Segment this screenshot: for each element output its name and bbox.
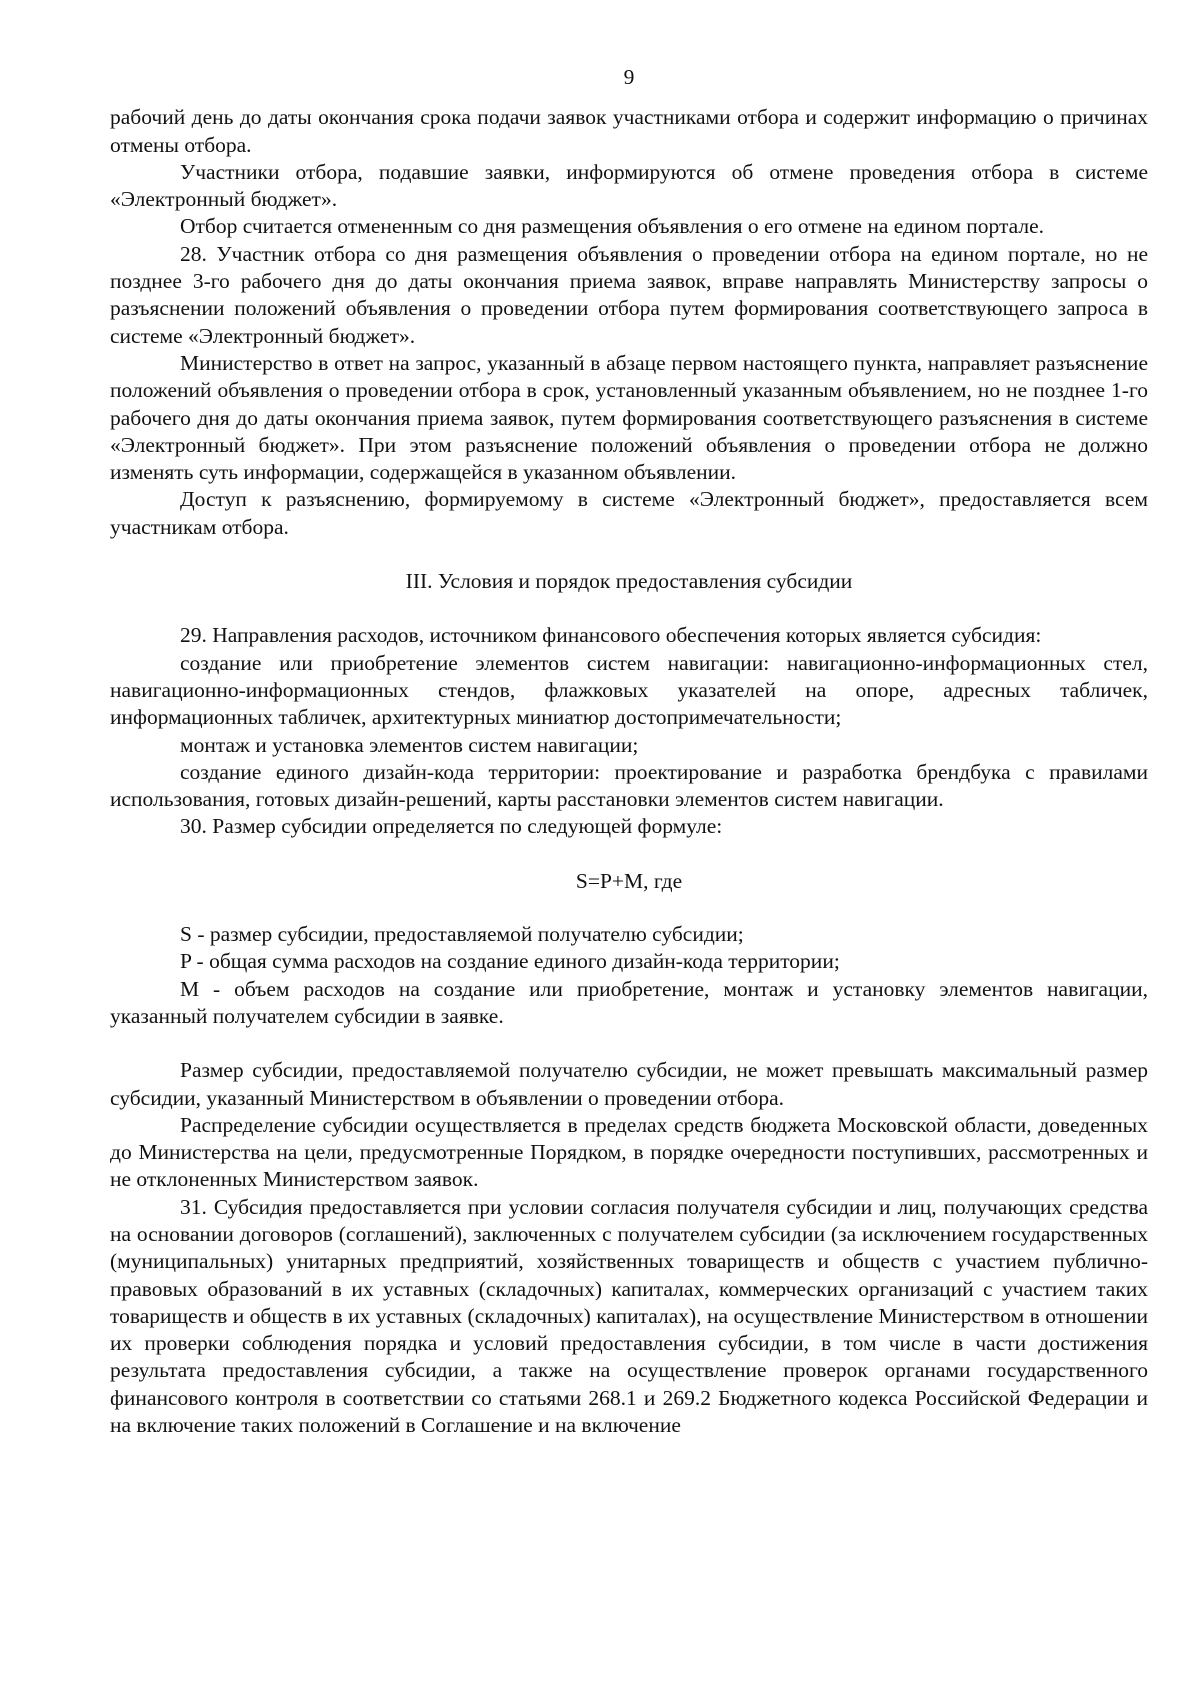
top-paragraphs [110,104,1148,541]
paragraph: Размер субсидии, предоставляемой получателю субсидии, не может превышать максимальный размер субсидии, указанный Министерством в объявлении о проведении отбора. [110,1058,1148,1110]
paragraph: Распределение субсидии осуществляется в пределах средств бюджета Московской области, доведенных до Министерства на цели, предусмотренные Порядком, в порядке очередности поступивших, рассмотренных и не отклоненных Министерством заявок. [110,1112,1148,1192]
paragraph: создание или приобретение элементов систем навигации: навигационно-информационных стел, навигационно-информационных стендов, флажковых указателей на опоре, адресных табличек, информационных табличек, архитектурных миниатюр достопримечательности; [110,650,1148,730]
paragraph: 29. Направления расходов, источником финансового обеспечения которых является субсидия: [180,623,1042,648]
paragraph: монтаж и установка элементов систем навигации; [180,732,639,757]
paragraph: S - размер субсидии, предоставляемой получателю субсидии; [180,922,744,947]
formula: S=P+M, где [575,868,683,893]
paragraph: Участники отбора, подавшие заявки, информируются об отмене проведения отбора в системе «Электронный бюджет». [110,159,1148,212]
paragraph: Министерство в ответ на запрос, указанный в абзаце первом настоящего пункта, направляет разъяснение положений объявления о проведении отбора в срок, установленный указанным объявлением, но не позднее 1-го рабочего дня до даты окончания приема заявок, путем формирования соответствующего разъяснения в системе «Электронный бюджет». При этом разъяснение положений объявления о проведении отбора не должно изменять суть информации, содержащейся в указанном объявлении. [110,350,1148,485]
formula-definitions [110,921,1148,1030]
blank-line [110,1030,1148,1057]
section-heading: III. Условия и порядок предоставления субсидии [405,569,853,594]
page-number: 9 [623,65,635,89]
paragraph: рабочий день до даты окончания срока подачи заявок участниками отбора и содержит информацию о причинах отмены отбора. [110,105,1148,157]
paragraph: 28. Участник отбора со дня размещения объявления о проведении отбора на едином портале, но не позднее 3-го рабочего дня до даты окончания приема заявок, вправе направлять Министерству запросы о разъяснении положений объявления о проведении отбора путем формирования соответствующего запроса в системе «Электронный бюджет». [110,241,1148,348]
paragraph: Отбор считается отмененным со дня размещения объявления о его отмене на едином портале. [180,214,1045,239]
paragraph: P - общая сумма расходов на создание единого дизайн-кода территории; [180,949,840,974]
paragraph: 30. Размер субсидии определяется по следующей формуле: [180,814,723,839]
paragraph: 31. Субсидия предоставляется при условии согласия получателя субсидии и лиц, получающих средства на основании договоров (соглашений), заключенных с получателем субсидии (за исключением государственных (муниципальных) унитарных предприятий, хозяйственных товариществ и обществ с участием публично-правовых образований в их уставных (складочных) капиталах, коммерческих организаций с участием таких товариществ и обществ в их уставных (складочных) капиталах), на осуществление Министерством в отношении их проверки соблюдения порядка и условий предоставления субсидии, в том числе в части достижения результата предоставления субсидии, а также на осуществление проверок органами государственного финансового контроля в соответствии со статьями 268.1 и 269.2 Бюджетного кодекса Российской Федерации и на включение таких положений в Соглашение и на включение [110,1194,1148,1438]
paragraph: Доступ к разъяснению, формируемому в системе «Электронный бюджет», предоставляется всем участникам отбора. [110,487,1148,539]
paragraph: M - объем расходов на создание или приобретение, монтаж и установку элементов навигации, указанный получателем субсидии в заявке. [110,976,1148,1028]
middle-paragraphs [110,622,1148,840]
bottom-paragraphs [110,1057,1148,1439]
paragraph: создание единого дизайн-кода территории: проектирование и разработка брендбука с правилами использования, готовых дизайн-решений, карты расстановки элементов систем навигации. [110,759,1148,812]
